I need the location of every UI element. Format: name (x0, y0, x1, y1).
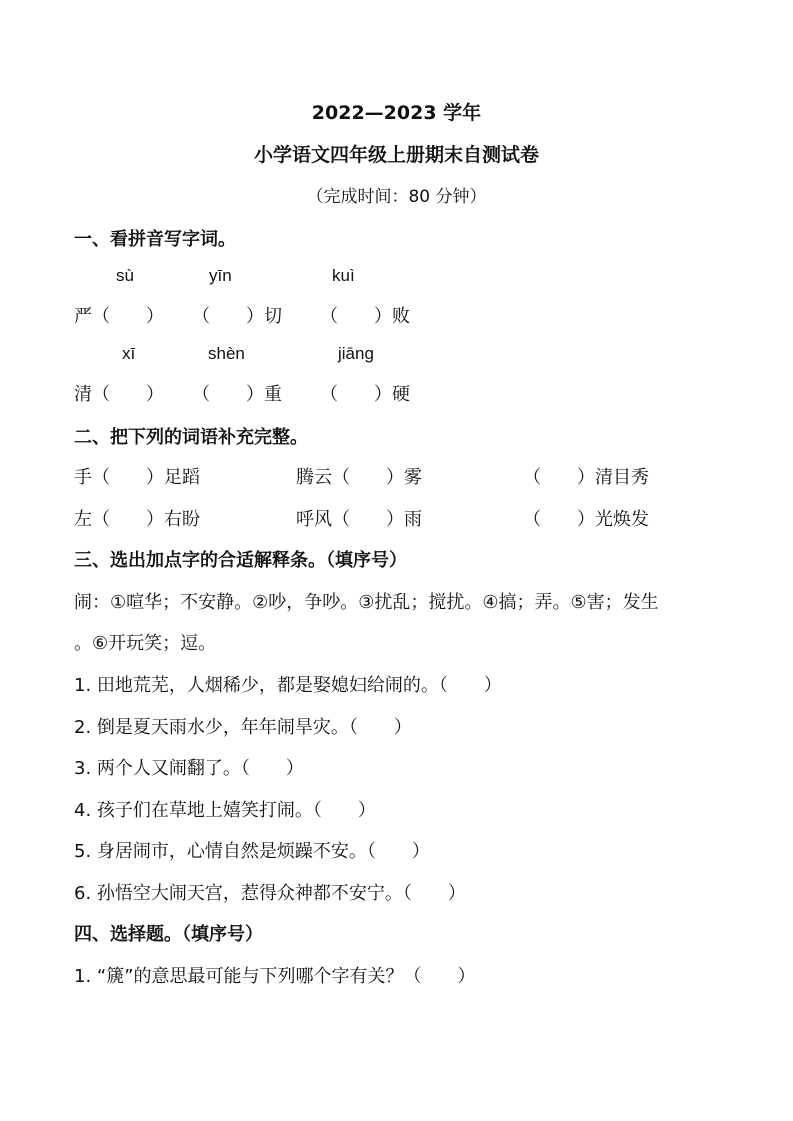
pinyin-2: yīn (209, 266, 232, 285)
word-blank-2: （ ）切 (192, 306, 282, 327)
section1-heading: 一、看拼音写字词。 (74, 229, 236, 250)
idiom-4: 左（ ）右盼 (74, 509, 200, 530)
section3-heading: 三、选出加点字的合适解释条。（填序号） (74, 550, 407, 571)
definition-line-1: 闹：①喧华；不安静。②吵，争吵。③扰乱；搅扰。④搞；弄。⑤害；发生 (74, 592, 659, 613)
exam-title: 小学语文四年级上册期末自测试卷 (253, 144, 539, 166)
question-3-1: 1. 田地荒芜，人烟稀少，都是娶媳妇给闹的。（ ） (74, 675, 502, 696)
pinyin-1: sù (116, 266, 134, 285)
question-3-6: 6. 孙悟空大闹天宫，惹得众神都不安宁。（ ） (74, 883, 466, 904)
pinyin-5: shèn (208, 344, 245, 363)
word-blank-1: 严（ ） (74, 306, 164, 327)
pinyin-6: jiāng (338, 344, 374, 363)
pinyin-4: xī (122, 344, 136, 363)
word-blank-4: 清（ ） (74, 384, 164, 405)
question-3-4: 4. 孩子们在草地上嬉笑打闹。（ ） (74, 800, 376, 821)
word-blank-5: （ ）重 (192, 384, 282, 405)
idiom-3: （ ）清目秀 (523, 467, 649, 488)
idiom-1: 手（ ）足蹈 (74, 467, 200, 488)
exam-year: 2022—2023 学年 (311, 102, 482, 124)
idiom-2: 腾云（ ）雾 (296, 467, 422, 488)
question-3-5: 5. 身居闹市，心情自然是烦躁不安。（ ） (74, 841, 430, 862)
pinyin-3: kuì (332, 266, 355, 285)
question-3-2: 2. 倒是夏天雨水少，年年闹旱灾。（ ） (74, 717, 412, 738)
idiom-6: （ ）光焕发 (523, 509, 649, 530)
word-blank-6: （ ）硬 (320, 384, 410, 405)
word-blank-3: （ ）败 (320, 306, 410, 327)
question-4-1: 1. “篪”的意思最可能与下列哪个字有关？（ ） (74, 966, 476, 987)
definition-line-2: 。⑥开玩笑；逗。 (74, 633, 217, 654)
idiom-5: 呼风（ ）雨 (296, 509, 422, 530)
question-3-3: 3. 两个人又闹翻了。（ ） (74, 758, 304, 779)
exam-time-limit: （完成时间：80 分钟） (306, 187, 487, 207)
section4-heading: 四、选择题。（填序号） (74, 924, 263, 945)
section2-heading: 二、把下列的词语补充完整。 (74, 427, 308, 448)
